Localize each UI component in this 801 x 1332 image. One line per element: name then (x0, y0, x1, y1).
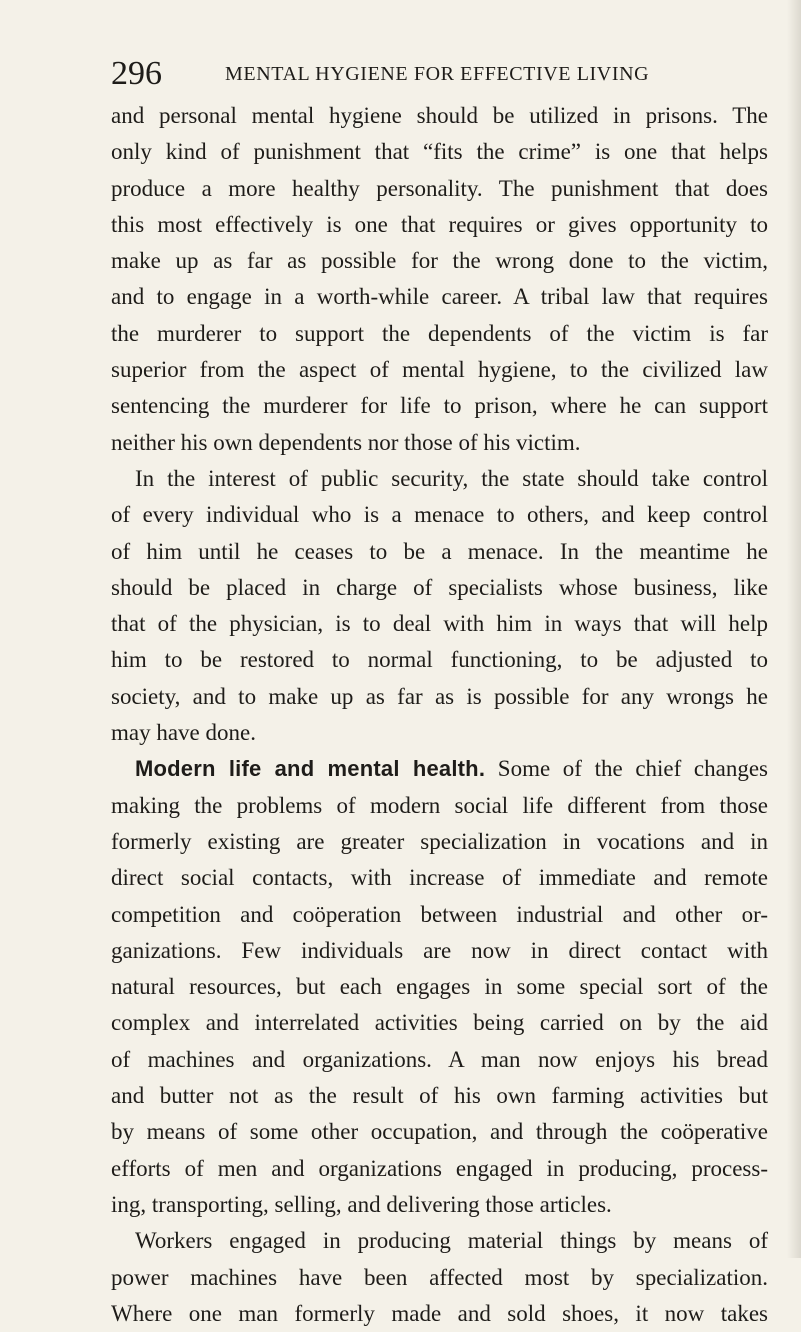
text-line: natural resources, but each engages in some special sort of the (111, 974, 768, 1000)
text-line: society, and to make up as far as is possible for any wrongs he (111, 683, 768, 709)
text-line: of every individual who is a menace to others, and keep control (111, 502, 768, 528)
text-line: by means of some other occupation, and through the coöperative (111, 1119, 768, 1145)
paragraph (111, 98, 768, 461)
text-line: and personal mental hygiene should be utilized in prisons. The (111, 103, 768, 128)
text-line (111, 751, 768, 787)
text-line: formerly existing are greater specialization in vocations and in (111, 828, 768, 854)
text-line: making the problems of modern social life different from those (111, 792, 768, 818)
text-line: Where one man formerly made and sold shoes, it now takes (111, 1300, 768, 1326)
paragraph (111, 1223, 768, 1332)
text-line: that of the physician, is to deal with him in ways that will help (111, 611, 768, 637)
text-line: ing, transporting, selling, and delivering those articles. (111, 1191, 612, 1217)
text-line: and to engage in a worth-while career. A tribal law that requires (111, 284, 768, 310)
text-line: power machines have been affected most by specialization. (111, 1264, 768, 1290)
page-header (111, 52, 691, 96)
text-line: competition and coöperation between industrial and other or- (111, 901, 768, 927)
text-line: direct social contacts, with increase of immediate and remote (111, 865, 768, 891)
running-head: MENTAL HYGIENE FOR EFFECTIVE LIVING (225, 63, 650, 85)
text-line: only kind of punishment that “fits the crime” is one that helps (111, 139, 768, 165)
text-line: neither his own dependents nor those of his victim. (111, 429, 581, 455)
heading-line-rest: Some of the chief changes (485, 756, 768, 782)
text-line: the murderer to support the dependents of the victim is far (111, 320, 768, 346)
text-line: complex and interrelated activities being carried on by the aid (111, 1010, 768, 1036)
section-heading: Modern life and mental health. (135, 756, 486, 782)
text-line: this most effectively is one that requires or gives opportunity to (111, 211, 768, 237)
text-line: superior from the aspect of mental hygiene, to the civilized law (111, 357, 768, 383)
text-line: him to be restored to normal functioning, to be adjusted to (111, 647, 768, 673)
text-line: produce a more healthy personality. The punishment that does (111, 175, 768, 201)
text-line: may have done. (111, 720, 256, 746)
text-line: of machines and organizations. A man now enjoys his bread (111, 1046, 768, 1072)
text-line: and butter not as the result of his own farming activities but (111, 1083, 768, 1109)
body-text (111, 98, 768, 1332)
text-line: should be placed in charge of specialists whose business, like (111, 574, 768, 600)
text-line: of him until he ceases to be a menace. In the meantime he (111, 538, 768, 564)
text-line: efforts of men and organizations engaged in producing, process- (111, 1155, 768, 1181)
text-line: Workers engaged in producing material things by means of (135, 1228, 768, 1254)
text-line: make up as far as possible for the wrong done to the victim, (111, 248, 768, 274)
page-number: 296 (111, 55, 162, 92)
paragraph (111, 461, 768, 751)
page-edge-shadow (787, 0, 801, 1258)
paragraph (111, 751, 768, 1223)
text-line: In the interest of public security, the state should take control (135, 465, 768, 491)
text-line: ganizations. Few individuals are now in direct contact with (111, 937, 768, 963)
text-line: sentencing the murderer for life to prison, where he can support (111, 393, 768, 419)
